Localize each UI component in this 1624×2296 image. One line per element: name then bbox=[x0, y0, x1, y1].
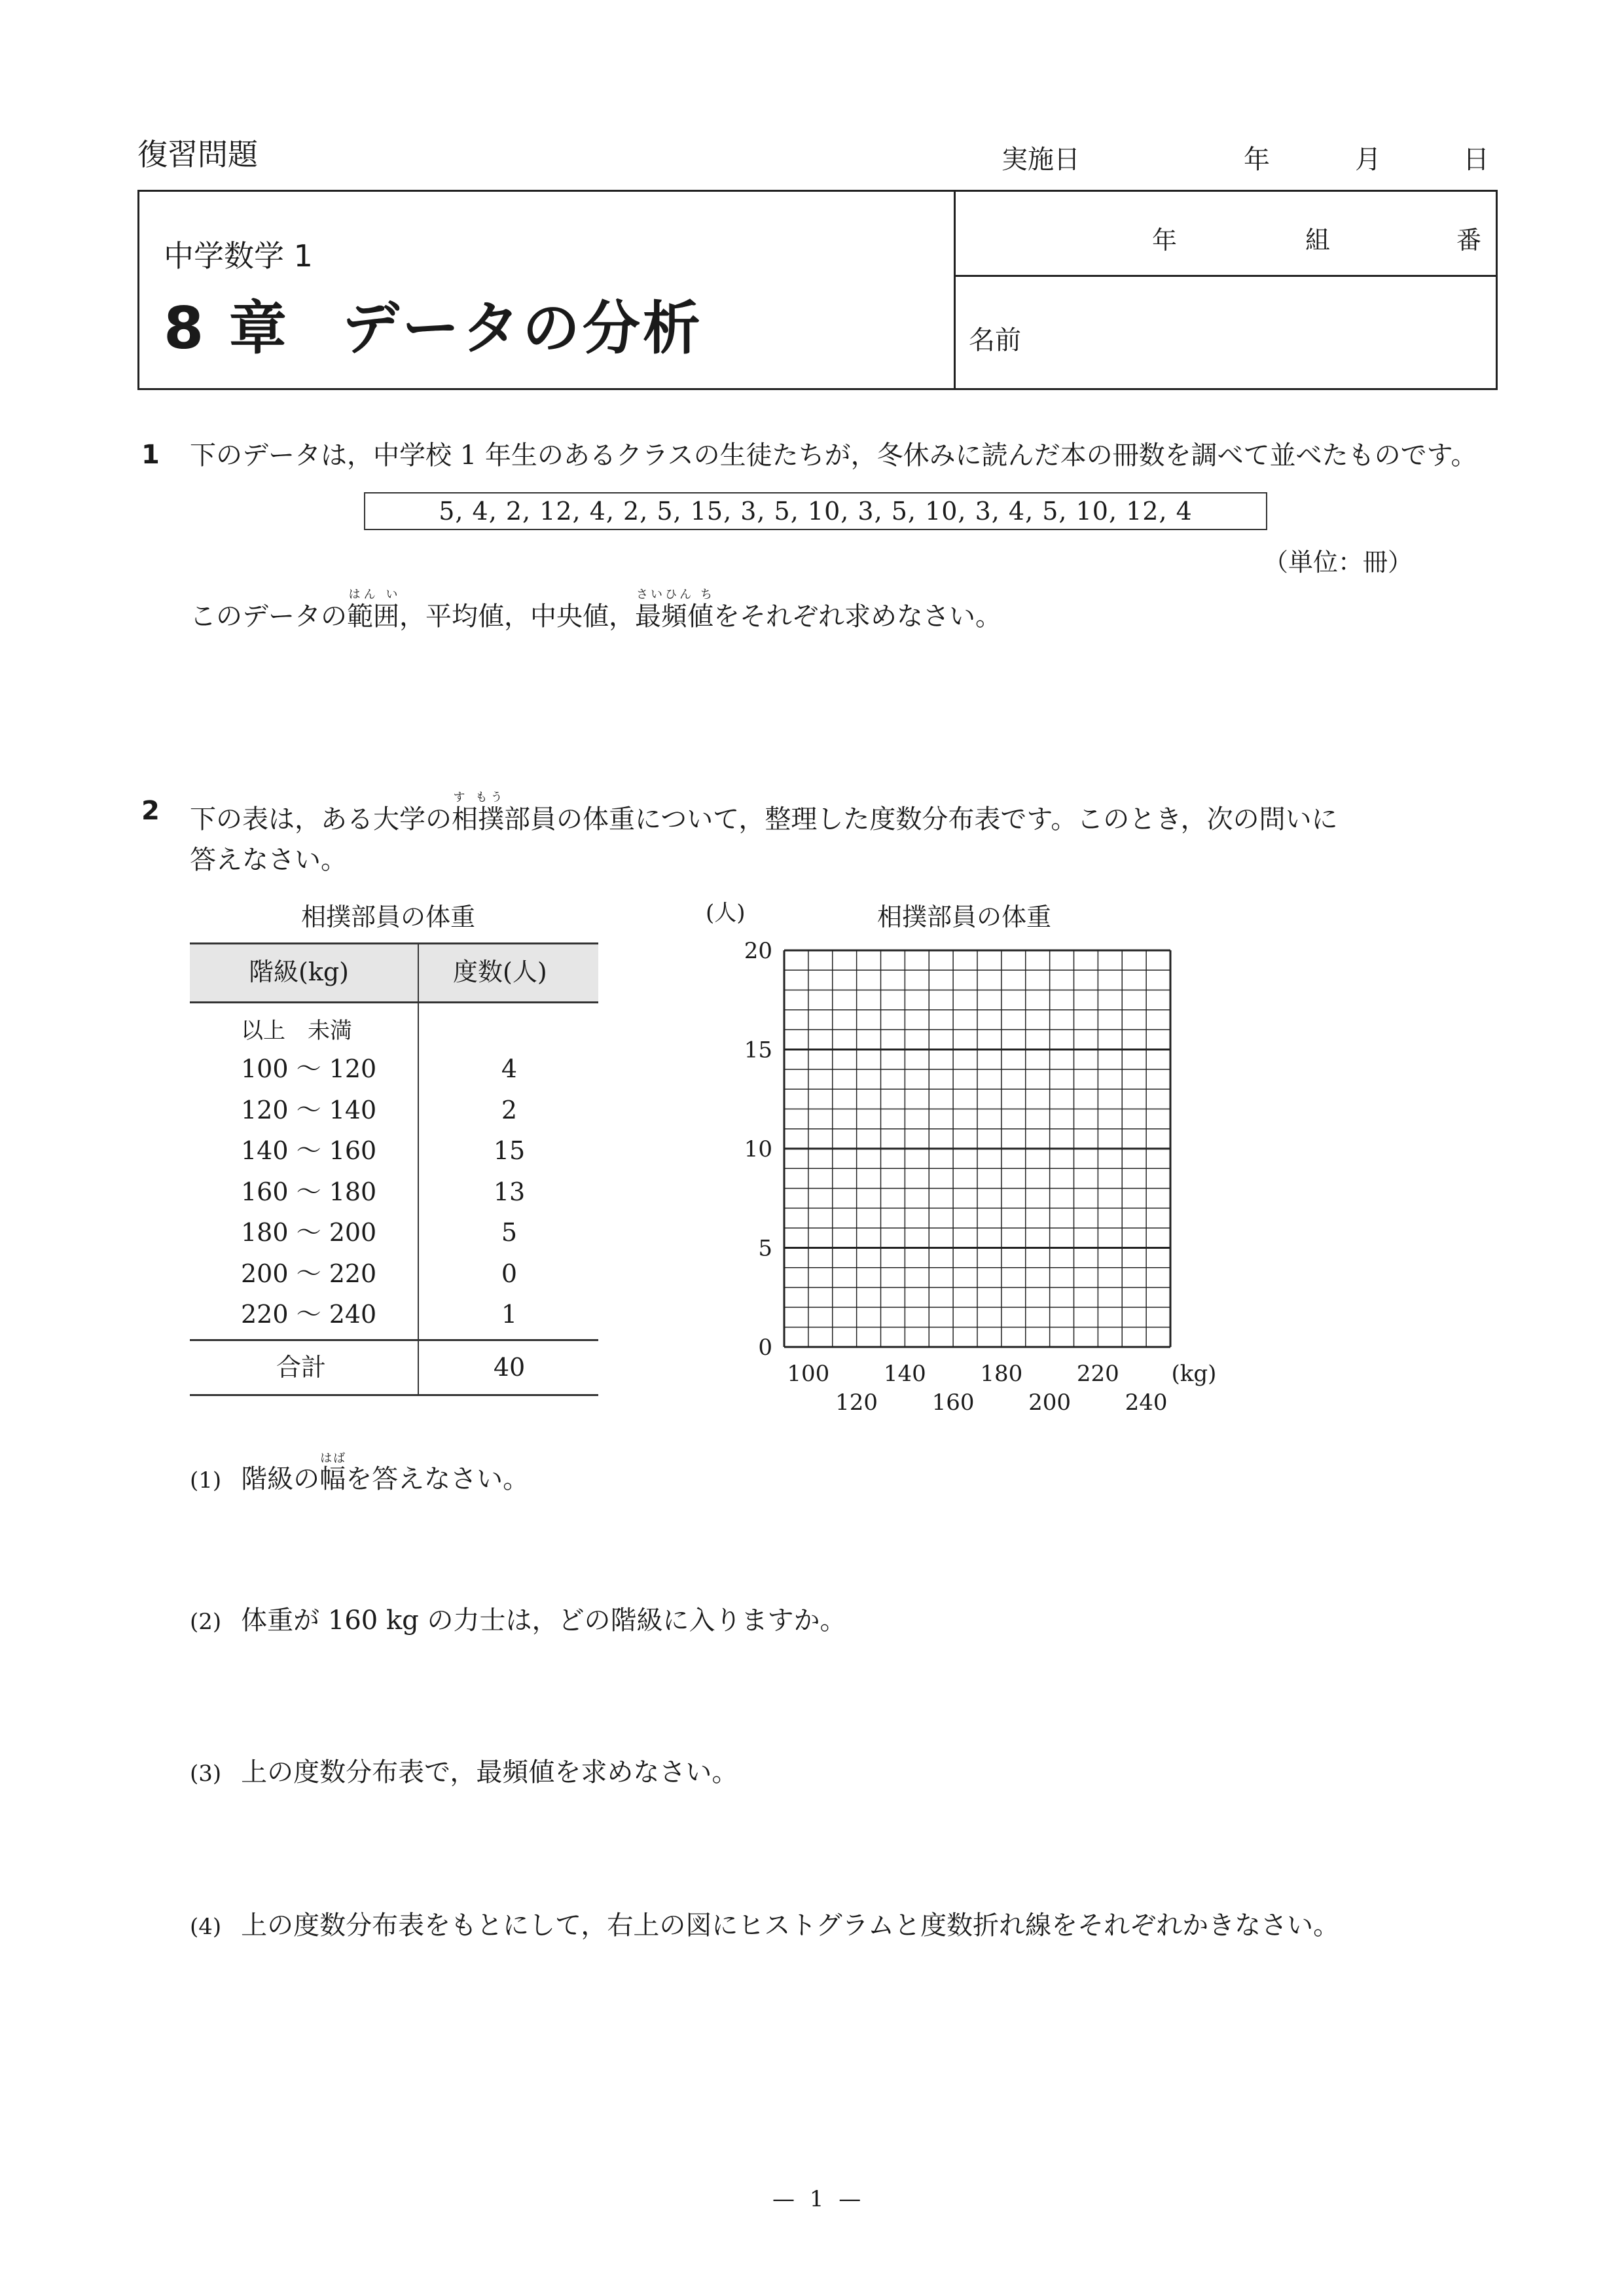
table-cell-class: 140 〜 160 bbox=[241, 1136, 377, 1165]
info-divider bbox=[954, 275, 1498, 277]
date-year-label: 年 bbox=[1244, 145, 1270, 175]
date-day-label: 日 bbox=[1463, 145, 1489, 175]
question-3-text: 上の度数分布表で，最頻値を求めなさい。 bbox=[241, 1757, 738, 1787]
x-tick-label: 160 bbox=[931, 1390, 975, 1416]
table-total-value: 40 bbox=[493, 1353, 526, 1382]
table-cell-class: 220 〜 240 bbox=[241, 1300, 377, 1329]
table-column-divider bbox=[418, 942, 419, 1395]
term-width: 幅はば bbox=[319, 1452, 346, 1494]
histogram-chart[interactable] bbox=[694, 897, 1217, 1420]
x-tick-label: 220 bbox=[1076, 1361, 1119, 1387]
table-top-rule bbox=[190, 942, 598, 944]
table-cell-class: 120 〜 140 bbox=[241, 1095, 377, 1124]
question-4-text: 上の度数分布表をもとにして，右上の図にヒストグラムと度数折れ線をそれぞれかきなさい。 bbox=[241, 1910, 1340, 1941]
problem-2-intro-line2: 答えなさい。 bbox=[190, 845, 347, 875]
table-subheader: 以上 未満 bbox=[241, 1018, 352, 1044]
problem-2-number: 2 bbox=[141, 796, 160, 826]
problem-1-number: 1 bbox=[141, 440, 160, 470]
term-mode: 最頻値さいひん ち bbox=[635, 588, 713, 632]
chapter-number: 8 章 bbox=[164, 295, 289, 362]
table-cell-frequency: 15 bbox=[493, 1136, 526, 1165]
problem-1-question bbox=[190, 588, 1001, 636]
x-tick-label: 200 bbox=[1028, 1390, 1072, 1416]
x-tick-label: 140 bbox=[883, 1361, 926, 1387]
y-axis-label: (人) bbox=[706, 900, 746, 926]
q1-text-pre: このデータの bbox=[190, 601, 347, 632]
question-4 bbox=[190, 1905, 1339, 1942]
class-label: 組 bbox=[1305, 226, 1331, 255]
y-tick-label: 15 bbox=[744, 1037, 772, 1064]
title-box-divider bbox=[954, 190, 956, 390]
page-number: — 1 — bbox=[772, 2186, 865, 2212]
x-tick-label: 180 bbox=[980, 1361, 1023, 1387]
table-bottom-rule bbox=[190, 1394, 598, 1396]
question-3-number: (3) bbox=[190, 1761, 222, 1787]
table-cell-class: 200 〜 220 bbox=[241, 1259, 377, 1288]
question-1: (1) 階級の幅はばを答えなさい。 bbox=[190, 1452, 530, 1494]
table-title: 相撲部員の体重 bbox=[301, 903, 476, 931]
date-label: 実施日 bbox=[1001, 145, 1080, 175]
question-4-number: (4) bbox=[190, 1914, 222, 1940]
table-cell-frequency: 1 bbox=[501, 1300, 518, 1329]
table-cell-class: 160 〜 180 bbox=[241, 1177, 377, 1206]
table-cell-class: 100 〜 120 bbox=[241, 1054, 377, 1083]
data-values: 5, 4, 2, 12, 4, 2, 5, 15, 3, 5, 10, 3, 5, 10, 3, 4, 5, 10, 12, 4 bbox=[439, 497, 1193, 526]
question-2 bbox=[190, 1600, 846, 1637]
unit-label: （単位：冊） bbox=[1263, 548, 1413, 577]
document-type: 復習問題 bbox=[137, 137, 258, 172]
table-cell-frequency: 5 bbox=[501, 1218, 518, 1247]
table-cell-frequency: 2 bbox=[501, 1095, 518, 1124]
term-range: 範囲はん い bbox=[347, 588, 399, 632]
date-month-label: 月 bbox=[1355, 145, 1381, 175]
table-header-class: 階級(kg) bbox=[249, 958, 350, 986]
chart-title: 相撲部員の体重 bbox=[877, 903, 1052, 931]
question-2-text: 体重が 160 kg の力士は，どの階級に入りますか。 bbox=[241, 1605, 846, 1636]
question-3 bbox=[190, 1751, 738, 1789]
name-label: 名前 bbox=[969, 325, 1021, 355]
q1-text-post: をそれぞれ求めなさい。 bbox=[713, 601, 1001, 632]
question-1-number: (1) bbox=[190, 1467, 222, 1494]
table-total-label: 合計 bbox=[276, 1353, 327, 1382]
term-sumo: 相撲す もう bbox=[452, 791, 504, 834]
chapter-heading bbox=[164, 283, 703, 365]
x-tick-label: 120 bbox=[835, 1390, 878, 1416]
table-header-frequency: 度数(人) bbox=[453, 958, 547, 986]
table-total-rule bbox=[190, 1339, 598, 1341]
y-tick-label: 10 bbox=[744, 1136, 772, 1162]
student-number-label: 番 bbox=[1456, 226, 1482, 255]
subject-label: 中学数学 1 bbox=[164, 238, 313, 274]
problem-1-intro: 下のデータは，中学校 1 年生のあるクラスの生徒たちが，冬休みに読んだ本の冊数を調べて並べたものです。 bbox=[190, 440, 1477, 471]
y-tick-label: 5 bbox=[758, 1235, 772, 1262]
grade-label: 年 bbox=[1152, 226, 1178, 255]
question-2-number: (2) bbox=[190, 1609, 222, 1635]
y-tick-label: 0 bbox=[758, 1335, 772, 1361]
y-tick-label: 20 bbox=[744, 938, 772, 964]
q1-text-mid: ，平均値，中央値， bbox=[399, 601, 635, 632]
chapter-title: データの分析 bbox=[341, 295, 703, 362]
table-header-rule bbox=[190, 1001, 598, 1003]
table-cell-frequency: 4 bbox=[501, 1054, 518, 1083]
x-tick-label: 100 bbox=[787, 1361, 830, 1387]
table-cell-frequency: 13 bbox=[493, 1177, 526, 1206]
x-axis-label: (kg) bbox=[1171, 1361, 1217, 1387]
x-tick-label: 240 bbox=[1125, 1390, 1168, 1416]
data-box bbox=[364, 492, 1267, 530]
problem-2-intro: 下の表は，ある大学の相撲す もう部員の体重について，整理した度数分布表です。このとき，次の問いに bbox=[190, 791, 1338, 834]
table-cell-frequency: 0 bbox=[501, 1259, 518, 1288]
name-field[interactable] bbox=[1074, 288, 1479, 380]
table-cell-class: 180 〜 200 bbox=[241, 1218, 377, 1247]
